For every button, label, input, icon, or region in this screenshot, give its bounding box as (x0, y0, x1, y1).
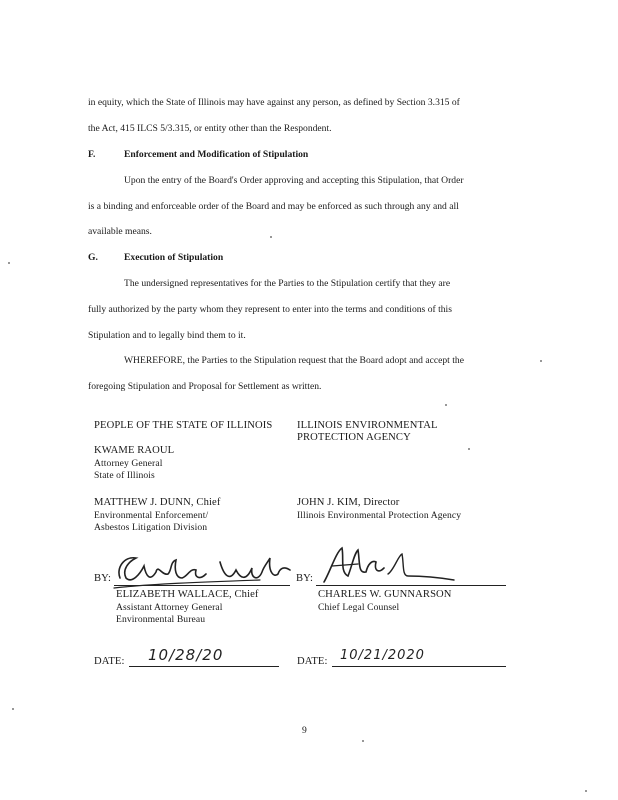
paragraph-line: Stipulation and to legally bind them to it. (88, 330, 246, 341)
left-signer-title1: Assistant Attorney General (116, 602, 223, 613)
paragraph-line: WHEREFORE, the Parties to the Stipulation request that the Board adopt and accept the (124, 355, 464, 366)
right-agency: Illinois Environmental Protection Agency (297, 510, 462, 521)
section-f-title: Enforcement and Modification of Stipulation (124, 149, 309, 160)
section-f-letter: F. (88, 149, 96, 160)
left-division-line1: Environmental Enforcement/ (94, 510, 209, 521)
left-division-line2: Asbestos Litigation Division (94, 522, 208, 533)
right-party-line2: PROTECTION AGENCY (297, 432, 411, 443)
scan-speck (362, 740, 364, 742)
right-handwritten-signature (318, 542, 458, 590)
scan-speck (445, 404, 447, 406)
paragraph-line: the Act, 415 ILCS 5/3.315, or entity other than the Respondent. (88, 123, 332, 134)
left-date-line (129, 666, 279, 667)
left-handwritten-signature (110, 548, 300, 592)
right-signer-name: CHARLES W. GUNNARSON (318, 589, 452, 600)
paragraph-line: The undersigned representatives for the Parties to the Stipulation certify that they are (124, 278, 451, 289)
left-date-handwritten: 10/28/20 (148, 646, 224, 664)
right-by-label: BY: (296, 573, 313, 584)
scan-speck (8, 262, 10, 264)
left-signer-name: ELIZABETH WALLACE, Chief (116, 589, 259, 600)
paragraph-line: is a binding and enforceable order of the Board and may be enforced as such through any and all (88, 201, 459, 212)
right-date-label: DATE: (297, 656, 328, 667)
right-director-name: JOHN J. KIM, Director (297, 497, 400, 508)
paragraph-line: in equity, which the State of Illinois may have against any person, as defined by Section 3.315 of (88, 97, 460, 108)
scan-speck (270, 236, 272, 238)
scan-speck (12, 708, 14, 710)
section-g-title: Execution of Stipulation (124, 252, 224, 263)
paragraph-line: Upon the entry of the Board's Order approving and accepting this Stipulation, that Order (124, 175, 464, 186)
page-number: 9 (302, 725, 307, 736)
paragraph-line: fully authorized by the party whom they represent to enter into the terms and conditions of this (88, 304, 452, 315)
right-signer-title: Chief Legal Counsel (318, 602, 400, 613)
scan-speck (585, 790, 587, 792)
right-date-handwritten: 10/21/2020 (340, 648, 425, 663)
left-date-label: DATE: (94, 656, 125, 667)
left-ag-role: Attorney General (94, 458, 163, 469)
paragraph-line: foregoing Stipulation and Proposal for Settlement as written. (88, 381, 322, 392)
right-date-line (332, 666, 506, 667)
left-party: PEOPLE OF THE STATE OF ILLINOIS (94, 420, 273, 431)
left-ag-name: KWAME RAOUL (94, 445, 175, 456)
right-party-line1: ILLINOIS ENVIRONMENTAL (297, 420, 438, 431)
scan-speck (468, 448, 470, 450)
section-g-letter: G. (88, 252, 98, 263)
left-signer-title2: Environmental Bureau (116, 614, 206, 625)
left-chief-name: MATTHEW J. DUNN, Chief (94, 497, 221, 508)
left-by-label: BY: (94, 573, 111, 584)
paragraph-line: available means. (88, 226, 152, 237)
left-ag-state: State of Illinois (94, 470, 155, 481)
scan-speck (540, 360, 542, 362)
